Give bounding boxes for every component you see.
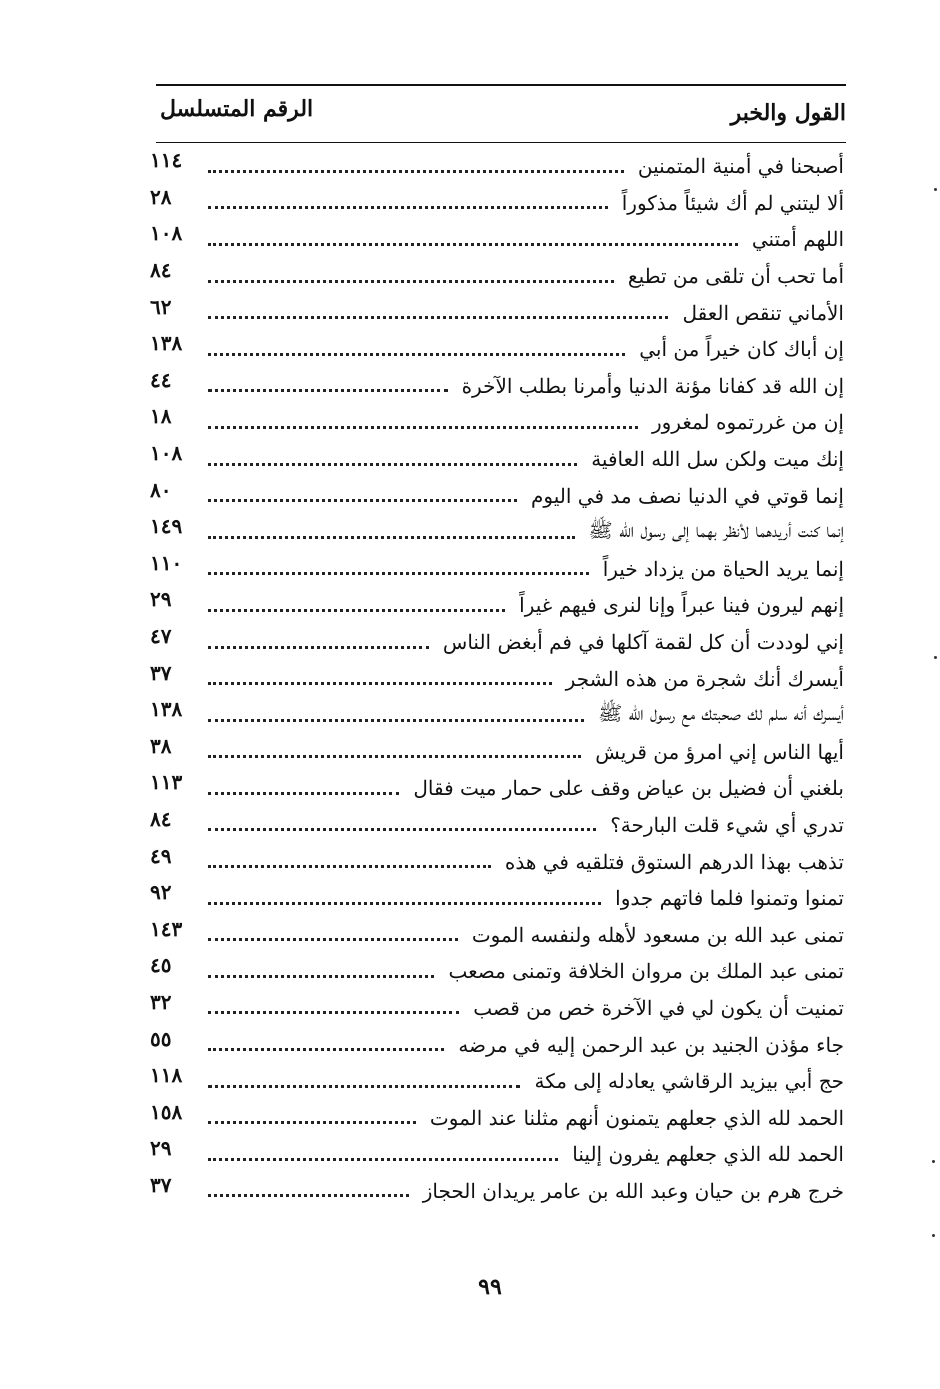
entry-text: إنما كنت أريدهما لأنظر بهما إلى رسول الله ﷺ xyxy=(588,517,844,542)
entry-number: ٤٤ xyxy=(150,367,172,392)
dot-leader xyxy=(208,280,614,283)
entry-number: ٤٩ xyxy=(150,843,172,868)
entry-number: ١١٠ xyxy=(150,550,183,575)
dot-leader xyxy=(208,536,575,539)
dot-leader xyxy=(208,609,505,612)
entry-number: ٣٨ xyxy=(150,733,172,758)
dot-leader xyxy=(208,1158,558,1161)
entry-number: ٨٤ xyxy=(150,806,172,831)
index-entry xyxy=(150,368,844,405)
entry-number: ١٣٨ xyxy=(150,331,183,356)
index-entries xyxy=(150,148,844,1209)
entry-number: ٨٤ xyxy=(150,258,172,283)
entry-number: ٢٨ xyxy=(150,184,172,209)
entry-text: تمنوا وتمنوا فلما فاتهم جدوا xyxy=(615,886,844,911)
dot-leader xyxy=(208,865,491,868)
index-entry xyxy=(150,587,844,624)
index-entry xyxy=(150,331,844,368)
dot-leader xyxy=(208,1011,459,1014)
dot-leader xyxy=(208,243,738,246)
entry-text: أيسرك أنك شجرة من هذه الشجر xyxy=(565,666,844,691)
dot-leader xyxy=(208,1085,520,1088)
entry-text: تمنى عبد الله بن مسعود لأهله ولنفسه الموت xyxy=(471,922,844,947)
index-entry xyxy=(150,1173,844,1210)
index-entry xyxy=(150,185,844,222)
index-entry xyxy=(150,221,844,258)
dot-leader xyxy=(208,755,581,758)
index-entry xyxy=(150,807,844,844)
index-entry xyxy=(150,916,844,953)
header-serial-label: الرقم المتسلسل xyxy=(160,96,314,122)
entry-number: ٣٢ xyxy=(150,989,172,1014)
entry-text: حج أبي بيزيد الرقاشي يعادله إلى مكة xyxy=(534,1069,844,1094)
entry-text: إنما يريد الحياة من يزداد خيراً xyxy=(602,556,844,581)
entry-text: إني لوددت أن كل لقمة آكلها في فم أبغض الناس xyxy=(442,630,844,655)
dot-leader xyxy=(208,170,624,173)
entry-number: ١٨ xyxy=(150,404,172,429)
entry-number: ٤٧ xyxy=(150,624,172,649)
entry-number: ٤٥ xyxy=(150,953,172,978)
scan-speck xyxy=(932,1234,935,1237)
index-entry xyxy=(150,514,844,551)
dot-leader xyxy=(208,792,399,795)
entry-text: تدري أي شيء قلت البارحة؟ xyxy=(610,812,844,837)
index-entry xyxy=(150,880,844,917)
index-entry xyxy=(150,551,844,588)
dot-leader xyxy=(208,1048,444,1051)
entry-number: ١١٨ xyxy=(150,1063,183,1088)
entry-number: ٦٢ xyxy=(150,294,172,319)
entry-number: ١٠٨ xyxy=(150,441,183,466)
entry-text: إن من غررتموه لمغرور xyxy=(651,410,844,435)
entry-number: ٢٩ xyxy=(150,1136,172,1161)
entry-text: أيسرك أنه سلم لك صحبتك مع رسول الله ﷺ xyxy=(598,700,844,725)
entry-text: الأماني تنقص العقل xyxy=(682,300,844,325)
entry-number: ٩٢ xyxy=(150,880,172,905)
entry-text: أما تحب أن تلقى من تطيع xyxy=(627,264,844,289)
entry-text: بلغني أن فضيل بن عياض وقف على حمار ميت فقال xyxy=(413,776,844,801)
dot-leader xyxy=(208,353,625,356)
header-title: القول والخبر xyxy=(730,100,846,126)
index-entry xyxy=(150,1026,844,1063)
table-header xyxy=(156,84,846,143)
index-entry xyxy=(150,1136,844,1173)
entry-text: إن أباك كان خيراً من أبي xyxy=(639,337,844,362)
page-number: ٩٩ xyxy=(478,1274,502,1300)
index-entry xyxy=(150,770,844,807)
entry-number: ١٤٩ xyxy=(150,514,183,539)
index-entry xyxy=(150,404,844,441)
dot-leader xyxy=(208,646,429,649)
entry-text: إن الله قد كفانا مؤنة الدنيا وأمرنا بطلب الآخرة xyxy=(461,373,844,398)
index-entry xyxy=(150,660,844,697)
dot-leader xyxy=(208,389,448,392)
dot-leader xyxy=(208,938,458,941)
entry-number: ٣٧ xyxy=(150,660,172,685)
entry-number: ٨٠ xyxy=(150,477,172,502)
dot-leader xyxy=(208,828,596,831)
entry-text: تمنى عبد الملك بن مروان الخلافة وتمنى مصعب xyxy=(448,959,844,984)
entry-text: الحمد لله الذي جعلهم يفرون إلينا xyxy=(572,1142,844,1167)
scan-speck xyxy=(934,188,937,191)
index-entry xyxy=(150,843,844,880)
dot-leader xyxy=(208,902,601,905)
index-entry xyxy=(150,1099,844,1136)
entry-text: تمنيت أن يكون لي في الآخرة خص من قصب xyxy=(473,995,844,1020)
entry-text: أيها الناس إني امرؤ من قريش xyxy=(595,739,844,764)
dot-leader xyxy=(208,572,589,575)
index-entry xyxy=(150,953,844,990)
entry-number: ١٥٨ xyxy=(150,1099,183,1124)
entry-number: ٥٥ xyxy=(150,1026,172,1051)
entry-text: أصبحنا في أمنية المتمنين xyxy=(637,154,844,179)
index-entry xyxy=(150,148,844,185)
index-entry xyxy=(150,990,844,1027)
index-entry xyxy=(150,624,844,661)
dot-leader xyxy=(208,1121,416,1124)
index-entry xyxy=(150,258,844,295)
entry-number: ١٠٨ xyxy=(150,221,183,246)
entry-text: اللهم أمتني xyxy=(751,227,844,252)
index-entry xyxy=(150,734,844,771)
dot-leader xyxy=(208,682,552,685)
entry-text: ألا ليتني لم أك شيئاً مذكوراً xyxy=(621,190,844,215)
entry-number: ١١٣ xyxy=(150,770,183,795)
index-entry xyxy=(150,1063,844,1100)
dot-leader xyxy=(208,975,434,978)
index-entry xyxy=(150,294,844,331)
index-entry xyxy=(150,441,844,478)
dot-leader xyxy=(208,719,584,722)
entry-number: ١١٤ xyxy=(150,148,183,173)
entry-number: ٣٧ xyxy=(150,1172,172,1197)
entry-text: خرج هرم بن حيان وعبد الله بن عامر يريدان الحجاز xyxy=(422,1178,844,1203)
dot-leader xyxy=(208,1194,409,1197)
dot-leader xyxy=(208,499,517,502)
scan-speck xyxy=(932,1160,935,1163)
dot-leader xyxy=(208,426,638,429)
entry-text: الحمد لله الذي جعلهم يتمنون أنهم مثلنا عند الموت xyxy=(429,1105,844,1130)
dot-leader xyxy=(208,463,577,466)
entry-text: تذهب بهذا الدرهم الستوق فتلقيه في هذه xyxy=(504,849,844,874)
entry-number: ١٣٨ xyxy=(150,697,183,722)
entry-text: جاء مؤذن الجنيد بن عبد الرحمن إليه في مرضه xyxy=(458,1032,844,1057)
entry-text: إنما قوتي في الدنيا نصف مد في اليوم xyxy=(531,483,844,508)
index-entry xyxy=(150,697,844,734)
entry-number: ١٤٣ xyxy=(150,916,183,941)
entry-text: إنك ميت ولكن سل الله العافية xyxy=(591,447,844,472)
dot-leader xyxy=(208,316,668,319)
dot-leader xyxy=(208,206,608,209)
entry-number: ٢٩ xyxy=(150,587,172,612)
entry-text: إنهم ليرون فينا عبراً وإنا لنرى فيهم غيراً xyxy=(519,593,844,618)
scan-speck xyxy=(934,656,937,659)
index-entry xyxy=(150,477,844,514)
